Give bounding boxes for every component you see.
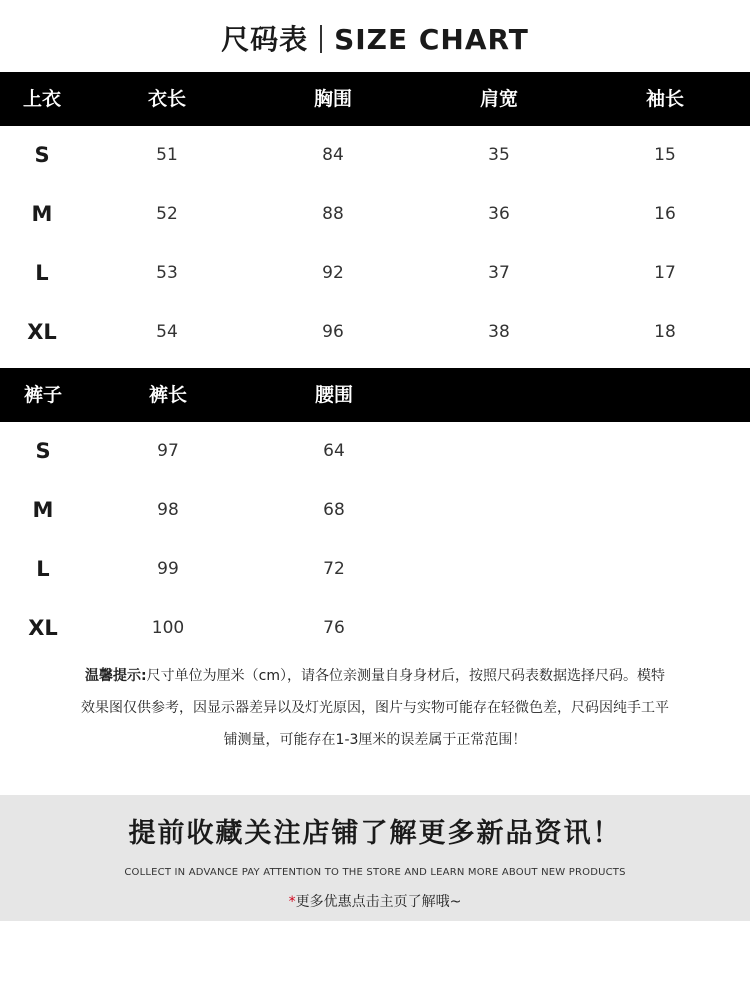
size-label: XL <box>28 616 58 640</box>
table-cell: 17 <box>654 263 676 283</box>
tips-line-3: 铺测量，可能存在1-3厘米的误差属于正常范围！ <box>223 732 527 748</box>
pants-size-table <box>0 368 750 658</box>
table-row <box>0 244 750 303</box>
header-cell: 裤长 <box>148 384 188 406</box>
table-cell: 96 <box>322 322 344 342</box>
title-en: SIZE CHART <box>334 23 529 56</box>
tips-line-1 <box>70 660 680 692</box>
promo-title: 提前收藏关注店铺了解更多新品资讯！ <box>128 818 622 849</box>
size-label: M <box>31 202 53 226</box>
table-cell: 92 <box>322 263 344 283</box>
table-cell: 53 <box>156 263 178 283</box>
table-cell: 52 <box>156 204 178 224</box>
table-cell: 37 <box>488 263 510 283</box>
table-cell: 72 <box>323 559 345 579</box>
table-row <box>0 126 750 185</box>
table-cell: 68 <box>323 500 345 520</box>
tips-line-2: 效果图仅供参考，因显示器差异以及灯光原因，图片与实物可能存在轻微色差，尺码因纯手工平 <box>81 700 669 716</box>
measurement-tips <box>70 660 680 756</box>
table-row <box>0 540 750 599</box>
table-row <box>0 303 750 362</box>
promo-subtitle: 更多优惠点击主页了解哦~ <box>295 894 462 910</box>
title-divider <box>320 25 322 53</box>
header-cell: 肩宽 <box>479 88 519 110</box>
table-cell: 15 <box>654 145 676 165</box>
tips-label: 温馨提示: <box>85 668 147 684</box>
size-label: XL <box>27 320 57 344</box>
header-cell: 腰围 <box>314 384 354 406</box>
page-title <box>0 18 750 58</box>
header-cell: 上衣 <box>22 88 62 110</box>
size-label: S <box>34 143 50 167</box>
table-cell: 84 <box>322 145 344 165</box>
table-row <box>0 422 750 481</box>
table-row <box>0 599 750 658</box>
table-cell: 97 <box>157 441 179 461</box>
header-cell: 裤子 <box>23 384 63 406</box>
header-cell: 衣长 <box>147 88 187 110</box>
size-label: L <box>35 261 49 285</box>
table-row <box>0 185 750 244</box>
size-label: M <box>32 498 54 522</box>
table-cell: 76 <box>323 618 345 638</box>
table-cell: 100 <box>151 618 185 638</box>
promo-subtitle-line[interactable] <box>0 891 750 911</box>
asterisk-mark: * <box>288 894 296 910</box>
table-row <box>0 481 750 540</box>
table-cell: 54 <box>156 322 178 342</box>
table-cell: 99 <box>157 559 179 579</box>
table-cell: 36 <box>488 204 510 224</box>
table-cell: 18 <box>654 322 676 342</box>
table-cell: 64 <box>323 441 345 461</box>
tips-text: 尺寸单位为厘米（cm），请各位亲测量自身身材后，按照尺码表数据选择尺码。模特 <box>146 668 665 684</box>
header-cell: 袖长 <box>645 88 685 110</box>
table-cell: 98 <box>157 500 179 520</box>
table-cell: 38 <box>488 322 510 342</box>
pants-table-header <box>0 368 750 422</box>
header-cell: 胸围 <box>313 88 353 110</box>
table-cell: 35 <box>488 145 510 165</box>
table-cell: 88 <box>322 204 344 224</box>
title-cn: 尺码表 <box>221 23 309 56</box>
store-promo-banner <box>0 795 750 921</box>
size-label: L <box>36 557 50 581</box>
top-size-table <box>0 72 750 362</box>
table-cell: 51 <box>156 145 178 165</box>
top-table-header <box>0 72 750 126</box>
size-label: S <box>35 439 51 463</box>
promo-english: COLLECT IN ADVANCE PAY ATTENTION TO THE STORE AND LEARN MORE ABOUT NEW PRODUCTS <box>124 867 626 878</box>
table-cell: 16 <box>654 204 676 224</box>
